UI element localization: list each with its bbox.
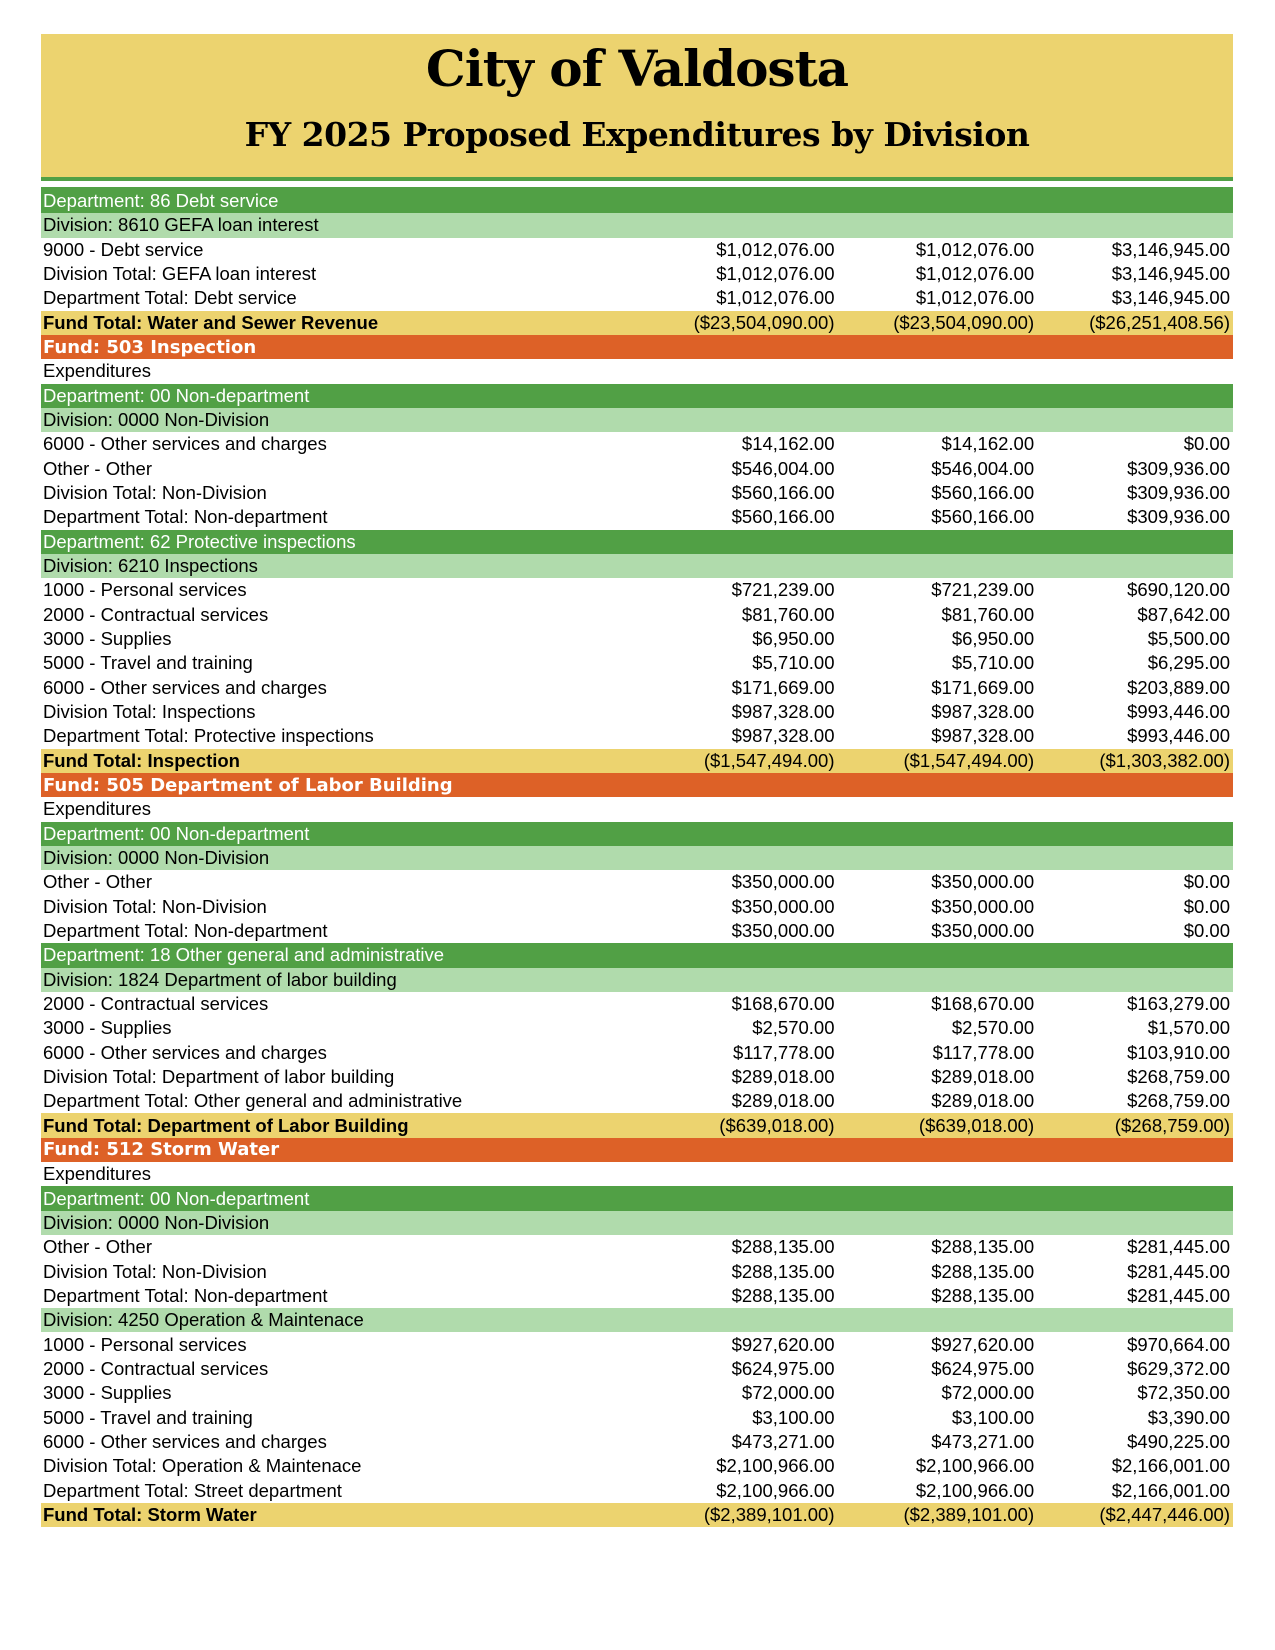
table-row bbox=[41, 1332, 1233, 1356]
row-label: 6000 - Other services and charges bbox=[43, 1430, 327, 1452]
row-label: Department Total: Protective inspections bbox=[43, 725, 374, 747]
division-header-row bbox=[41, 408, 1233, 432]
row-label: Division: 8610 GEFA loan interest bbox=[43, 214, 319, 236]
amount-col-3: $3,146,945.00 bbox=[1111, 263, 1230, 285]
amount-col-3: $0.00 bbox=[1183, 920, 1230, 941]
amount-col-1: $1,012,076.00 bbox=[716, 238, 835, 260]
division-header-row bbox=[41, 554, 1233, 578]
amount-col-3: $309,936.00 bbox=[1127, 482, 1230, 504]
row-label: Department: 18 Other general and administrative bbox=[43, 944, 445, 966]
row-label: Other - Other bbox=[43, 871, 152, 893]
row-label: 3000 - Supplies bbox=[43, 1017, 172, 1039]
amount-col-3: ($268,759.00) bbox=[1114, 1114, 1230, 1136]
amount-col-2: $288,135.00 bbox=[931, 1236, 1035, 1258]
amount-col-3: $103,910.00 bbox=[1127, 1041, 1230, 1063]
amount-col-1: $350,000.00 bbox=[731, 871, 835, 893]
amount-col-2: $2,100,966.00 bbox=[915, 1479, 1035, 1501]
amount-col-3: $87,642.00 bbox=[1137, 603, 1230, 625]
amount-col-2: $3,100.00 bbox=[951, 1406, 1035, 1428]
amount-col-2: $288,135.00 bbox=[931, 1260, 1035, 1282]
amount-col-3: $629,372.00 bbox=[1127, 1357, 1230, 1379]
row-label: Fund Total: Department of Labor Building bbox=[43, 1114, 409, 1136]
table-row bbox=[41, 1089, 1233, 1113]
amount-col-3: ($26,251,408.56) bbox=[1089, 311, 1230, 333]
amount-col-3: $309,936.00 bbox=[1127, 506, 1230, 528]
table-row bbox=[41, 870, 1233, 894]
amount-col-1: $6,950.00 bbox=[752, 628, 835, 650]
amount-col-3: $690,120.00 bbox=[1127, 579, 1230, 601]
amount-col-2: ($1,547,494.00) bbox=[903, 749, 1035, 771]
department-header-row bbox=[41, 189, 1233, 213]
row-label: 2000 - Contractual services bbox=[43, 1357, 269, 1379]
table-row bbox=[41, 359, 1233, 383]
row-label: 6000 - Other services and charges bbox=[43, 433, 327, 455]
amount-col-1: $288,135.00 bbox=[731, 1236, 835, 1258]
department-header-row bbox=[41, 943, 1233, 967]
fund-total-row bbox=[41, 749, 1233, 773]
row-label: Department Total: Non-department bbox=[43, 506, 328, 528]
amount-col-1: ($1,547,494.00) bbox=[703, 749, 835, 771]
amount-col-1: $560,166.00 bbox=[731, 482, 835, 504]
amount-col-3: $970,664.00 bbox=[1127, 1333, 1230, 1355]
amount-col-2: $1,012,076.00 bbox=[915, 238, 1035, 260]
amount-col-2: $288,135.00 bbox=[931, 1284, 1035, 1306]
amount-col-2: $1,012,076.00 bbox=[915, 263, 1035, 285]
amount-col-1: ($639,018.00) bbox=[719, 1114, 835, 1136]
table-row bbox=[41, 651, 1233, 675]
row-label: 6000 - Other services and charges bbox=[43, 1041, 327, 1063]
row-label: 5000 - Travel and training bbox=[43, 652, 253, 674]
table-row bbox=[41, 1284, 1233, 1308]
department-header-row bbox=[41, 822, 1233, 846]
amount-col-1: $3,100.00 bbox=[752, 1406, 835, 1428]
row-label: 2000 - Contractual services bbox=[43, 603, 269, 625]
row-label: 1000 - Personal services bbox=[43, 579, 247, 601]
amount-col-1: $288,135.00 bbox=[731, 1284, 835, 1306]
row-label: Division Total: Inspections bbox=[43, 701, 256, 723]
amount-col-2: $546,004.00 bbox=[931, 457, 1035, 479]
amount-col-1: $927,620.00 bbox=[731, 1333, 835, 1355]
amount-col-2: $350,000.00 bbox=[931, 895, 1035, 917]
amount-col-1: $350,000.00 bbox=[731, 895, 835, 917]
table-row bbox=[41, 1040, 1233, 1064]
row-label: Other - Other bbox=[43, 457, 152, 479]
amount-col-1: $1,012,076.00 bbox=[716, 287, 835, 309]
amount-col-3: ($1,303,382.00) bbox=[1099, 749, 1230, 771]
amount-col-2: $289,018.00 bbox=[931, 1090, 1035, 1112]
row-label: 5000 - Travel and training bbox=[43, 1406, 253, 1428]
row-label: Fund Total: Water and Sewer Revenue bbox=[43, 311, 379, 333]
amount-col-3: $3,146,945.00 bbox=[1111, 287, 1230, 309]
table-row bbox=[41, 603, 1233, 627]
amount-col-1: ($2,389,101.00) bbox=[703, 1503, 835, 1525]
row-label: 2000 - Contractual services bbox=[43, 992, 269, 1014]
row-label: Fund: 505 Department of Labor Building bbox=[43, 774, 453, 796]
amount-col-3: $6,295.00 bbox=[1147, 652, 1230, 674]
row-label: Division Total: Non-Division bbox=[43, 895, 267, 917]
amount-col-2: $473,271.00 bbox=[931, 1430, 1035, 1452]
amount-col-1: ($23,504,090.00) bbox=[693, 311, 835, 333]
fund-total-row bbox=[41, 1503, 1233, 1527]
amount-col-3: $268,759.00 bbox=[1127, 1065, 1230, 1087]
row-label: Expenditures bbox=[43, 1163, 151, 1185]
row-label: Department: 00 Non-department bbox=[43, 384, 310, 406]
amount-col-1: $5,710.00 bbox=[752, 652, 835, 674]
row-label: Division: 0000 Non-Division bbox=[43, 409, 270, 431]
amount-col-2: $5,710.00 bbox=[951, 652, 1035, 674]
table-row bbox=[41, 919, 1233, 943]
amount-col-1: $289,018.00 bbox=[731, 1065, 835, 1087]
table-row bbox=[41, 1162, 1233, 1186]
row-label: 6000 - Other services and charges bbox=[43, 676, 327, 698]
amount-col-2: $721,239.00 bbox=[931, 579, 1035, 601]
table-row bbox=[41, 676, 1233, 700]
division-header-row bbox=[41, 846, 1233, 870]
row-label: Department: 00 Non-department bbox=[43, 1187, 310, 1209]
row-label: Division: 6210 Inspections bbox=[43, 555, 258, 577]
table-row bbox=[41, 1259, 1233, 1283]
amount-col-1: $721,239.00 bbox=[731, 579, 835, 601]
amount-col-3: $163,279.00 bbox=[1127, 992, 1230, 1014]
amount-col-1: $987,328.00 bbox=[731, 701, 835, 723]
amount-col-1: $72,000.00 bbox=[741, 1382, 835, 1404]
amount-col-2: $171,669.00 bbox=[931, 676, 1035, 698]
header-divider bbox=[41, 177, 1233, 189]
amount-col-2: $72,000.00 bbox=[941, 1382, 1035, 1404]
table-row bbox=[41, 457, 1233, 481]
amount-col-3: $1,570.00 bbox=[1147, 1017, 1230, 1039]
amount-col-3: $993,446.00 bbox=[1127, 701, 1230, 723]
table-row bbox=[41, 286, 1233, 310]
amount-col-3: $72,350.00 bbox=[1137, 1382, 1230, 1404]
table-row bbox=[41, 481, 1233, 505]
amount-col-3: $281,445.00 bbox=[1127, 1260, 1230, 1282]
row-label: Expenditures bbox=[43, 798, 151, 820]
amount-col-2: $14,162.00 bbox=[941, 433, 1035, 455]
table-row bbox=[41, 1357, 1233, 1381]
amount-col-3: $281,445.00 bbox=[1127, 1236, 1230, 1258]
department-header-row bbox=[41, 1186, 1233, 1210]
amount-col-2: $81,760.00 bbox=[941, 603, 1035, 625]
table-row bbox=[41, 432, 1233, 456]
amount-col-2: ($23,504,090.00) bbox=[893, 311, 1035, 333]
amount-col-2: $6,950.00 bbox=[951, 628, 1035, 650]
row-label: 3000 - Supplies bbox=[43, 1382, 172, 1404]
division-header-row bbox=[41, 1308, 1233, 1332]
fund-header-row bbox=[41, 1138, 1233, 1162]
row-label: Department: 86 Debt service bbox=[43, 190, 279, 212]
amount-col-3: $993,446.00 bbox=[1127, 725, 1230, 747]
table-row bbox=[41, 238, 1233, 262]
amount-col-1: $117,778.00 bbox=[732, 1041, 835, 1063]
amount-col-1: $288,135.00 bbox=[731, 1260, 835, 1282]
amount-col-3: $2,166,001.00 bbox=[1111, 1455, 1230, 1477]
table-row bbox=[41, 1405, 1233, 1429]
row-label: Fund Total: Inspection bbox=[43, 749, 240, 771]
amount-col-3: $309,936.00 bbox=[1127, 457, 1230, 479]
division-header-row bbox=[41, 968, 1233, 992]
amount-col-1: $171,669.00 bbox=[731, 676, 835, 698]
row-label: Division: 1824 Department of labor building bbox=[43, 968, 397, 990]
row-label: Division Total: Department of labor building bbox=[43, 1065, 395, 1087]
table-row bbox=[41, 700, 1233, 724]
fund-total-row bbox=[41, 311, 1233, 335]
fund-total-row bbox=[41, 1113, 1233, 1137]
amount-col-2: $117,778.00 bbox=[932, 1041, 1035, 1063]
row-label: Fund: 503 Inspection bbox=[43, 336, 257, 358]
table-row bbox=[41, 1235, 1233, 1259]
amount-col-2: ($2,389,101.00) bbox=[903, 1503, 1035, 1525]
amount-col-2: $927,620.00 bbox=[931, 1333, 1035, 1355]
row-label: Department Total: Non-department bbox=[43, 920, 328, 941]
amount-col-3: $0.00 bbox=[1183, 895, 1230, 917]
row-label: Department: 00 Non-department bbox=[43, 822, 310, 844]
row-label: Fund: 512 Storm Water bbox=[43, 1139, 280, 1161]
amount-col-1: $350,000.00 bbox=[731, 920, 835, 941]
amount-col-2: ($639,018.00) bbox=[918, 1114, 1035, 1136]
table-row bbox=[41, 895, 1233, 919]
amount-col-1: $987,328.00 bbox=[731, 725, 835, 747]
division-header-row bbox=[41, 213, 1233, 237]
amount-col-3: $281,445.00 bbox=[1127, 1284, 1230, 1306]
table-row bbox=[41, 578, 1233, 602]
fund-header-row bbox=[41, 335, 1233, 359]
row-label: Division Total: Non-Division bbox=[43, 482, 267, 504]
table-row bbox=[41, 797, 1233, 821]
table-row bbox=[41, 724, 1233, 748]
amount-col-2: $350,000.00 bbox=[931, 920, 1035, 941]
row-label: Division: 4250 Operation & Maintenace bbox=[43, 1309, 364, 1331]
amount-col-1: $2,100,966.00 bbox=[716, 1479, 835, 1501]
table-row bbox=[41, 1065, 1233, 1089]
table-row bbox=[41, 505, 1233, 529]
row-label: Division Total: GEFA loan interest bbox=[43, 263, 317, 285]
amount-col-1: $168,670.00 bbox=[731, 992, 835, 1014]
amount-col-1: $624,975.00 bbox=[731, 1357, 835, 1379]
amount-col-2: $987,328.00 bbox=[931, 701, 1035, 723]
amount-col-3: $0.00 bbox=[1183, 433, 1230, 455]
amount-col-3: $2,166,001.00 bbox=[1111, 1479, 1230, 1501]
report-subtitle: FY 2025 Proposed Expenditures by Division bbox=[244, 115, 1030, 154]
amount-col-3: $268,759.00 bbox=[1127, 1090, 1230, 1112]
table-row bbox=[41, 1016, 1233, 1040]
row-label: 3000 - Supplies bbox=[43, 628, 172, 650]
row-label: Department Total: Non-department bbox=[43, 1284, 328, 1306]
amount-col-3: $0.00 bbox=[1183, 871, 1230, 893]
fund-header-row bbox=[41, 773, 1233, 797]
row-label: 1000 - Personal services bbox=[43, 1333, 247, 1355]
amount-col-2: $350,000.00 bbox=[931, 871, 1035, 893]
amount-col-1: $2,570.00 bbox=[752, 1017, 835, 1039]
amount-col-1: $560,166.00 bbox=[731, 506, 835, 528]
department-header-row bbox=[41, 530, 1233, 554]
row-label: Division Total: Non-Division bbox=[43, 1260, 267, 1282]
report-header bbox=[41, 34, 1233, 177]
amount-col-3: $3,146,945.00 bbox=[1111, 238, 1230, 260]
row-label: Department Total: Debt service bbox=[43, 287, 297, 309]
row-label: Department: 62 Protective inspections bbox=[43, 530, 356, 552]
row-label: 9000 - Debt service bbox=[43, 238, 204, 260]
table-row bbox=[41, 262, 1233, 286]
table-row bbox=[41, 992, 1233, 1016]
amount-col-2: $1,012,076.00 bbox=[915, 287, 1035, 309]
amount-col-1: $289,018.00 bbox=[731, 1090, 835, 1112]
row-label: Department Total: Street department bbox=[43, 1479, 342, 1501]
amount-col-1: $1,012,076.00 bbox=[716, 263, 835, 285]
expenditure-table bbox=[41, 189, 1233, 1527]
row-label: Fund Total: Storm Water bbox=[43, 1503, 257, 1525]
amount-col-1: $2,100,966.00 bbox=[716, 1455, 835, 1477]
table-row bbox=[41, 1381, 1233, 1405]
table-row bbox=[41, 1478, 1233, 1502]
table-row bbox=[41, 1430, 1233, 1454]
amount-col-3: $3,390.00 bbox=[1147, 1406, 1230, 1428]
amount-col-1: $473,271.00 bbox=[731, 1430, 835, 1452]
amount-col-1: $81,760.00 bbox=[741, 603, 835, 625]
amount-col-3: ($2,447,446.00) bbox=[1099, 1503, 1230, 1525]
amount-col-3: $5,500.00 bbox=[1147, 628, 1230, 650]
amount-col-2: $2,570.00 bbox=[951, 1017, 1035, 1039]
amount-col-3: $490,225.00 bbox=[1127, 1430, 1230, 1452]
row-label: Other - Other bbox=[43, 1236, 152, 1258]
amount-col-3: $203,889.00 bbox=[1127, 676, 1230, 698]
amount-col-2: $168,670.00 bbox=[931, 992, 1035, 1014]
table-row bbox=[41, 627, 1233, 651]
row-label: Department Total: Other general and administrative bbox=[43, 1090, 463, 1112]
amount-col-2: $289,018.00 bbox=[931, 1065, 1035, 1087]
department-header-row bbox=[41, 384, 1233, 408]
amount-col-1: $14,162.00 bbox=[741, 433, 835, 455]
report-title: City of Valdosta bbox=[425, 39, 849, 98]
amount-col-2: $987,328.00 bbox=[931, 725, 1035, 747]
amount-col-2: $2,100,966.00 bbox=[915, 1455, 1035, 1477]
division-header-row bbox=[41, 1211, 1233, 1235]
row-label: Division Total: Operation & Maintenace bbox=[43, 1455, 362, 1477]
row-label: Expenditures bbox=[43, 360, 151, 382]
table-row bbox=[41, 1454, 1233, 1478]
amount-col-2: $560,166.00 bbox=[931, 482, 1035, 504]
amount-col-2: $560,166.00 bbox=[931, 506, 1035, 528]
row-label: Division: 0000 Non-Division bbox=[43, 847, 270, 869]
document-page bbox=[41, 34, 1233, 1527]
amount-col-1: $546,004.00 bbox=[731, 457, 835, 479]
row-label: Division: 0000 Non-Division bbox=[43, 1211, 270, 1233]
amount-col-2: $624,975.00 bbox=[931, 1357, 1035, 1379]
